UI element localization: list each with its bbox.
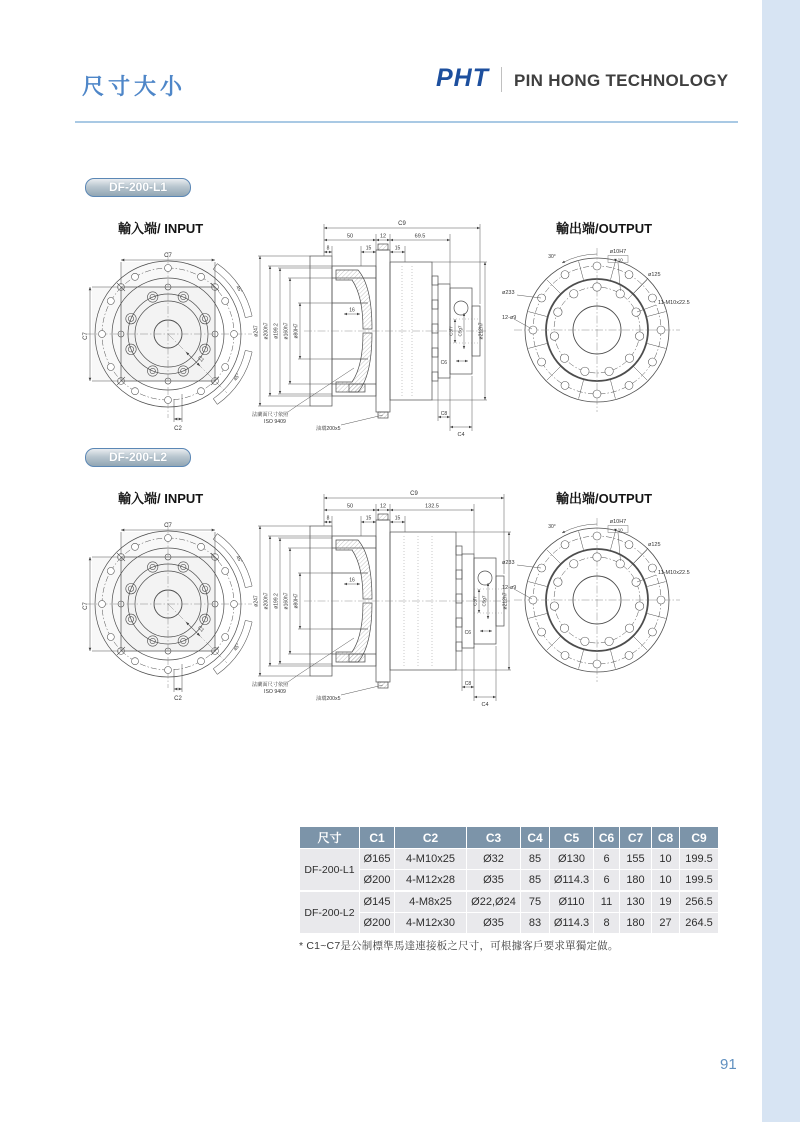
table-cell: 180 [620,869,652,890]
table-cell: 19 [652,890,680,912]
table-row [300,848,718,869]
input-flange-drawing-l1 [76,244,266,434]
dim-angle-30: 30° [548,524,556,530]
table-header-cell: C8 [652,827,680,848]
input-view-title-l2: 輸入端/ INPUT [118,491,204,506]
dim-dia247: ø247 [253,325,260,337]
dim-dia212: ø212h7 [478,322,485,340]
dim-c2: C2 [174,426,182,432]
table-cell: Ø145 [360,890,395,912]
table-cell: 256.5 [680,890,718,912]
table-cell: Ø35 [467,869,521,890]
dim-15a: 15 [365,515,372,522]
table-cell: Ø32 [467,848,521,869]
table-cell: Ø22,Ø24 [467,890,521,912]
logo-divider [501,67,502,92]
table-cell: 85 [521,848,550,869]
table-cell: 180 [620,912,652,933]
dim-dowel-depth: ▼10 [613,527,623,533]
table-cell: 6 [594,848,620,869]
table-cell: 75 [521,890,550,912]
output-flange-drawing-l1 [500,242,725,422]
dim-c1: C1 [196,354,206,364]
page-number: 91 [720,1056,737,1073]
dim-8: 8 [326,245,330,252]
dim-bolt-inner: 11-M10x22.5 [658,300,690,306]
model-badge-l1: DF-200-L1 [85,178,191,197]
dim-50: 50 [346,233,354,240]
table-cell: Ø200 [360,912,395,933]
output-view-title-l2: 輸出端/OUTPUT [556,491,653,506]
table-cell: Ø200 [360,869,395,890]
dim-c4: C4 [457,432,465,438]
dim-50: 50 [346,503,354,510]
dimension-table [300,827,718,933]
table-header-row [300,827,718,848]
table-row [300,912,718,933]
dimension-table-wrap [300,827,718,933]
dim-dia233: ø233 [502,290,515,296]
table-cell: Ø130 [550,848,594,869]
output-view-title-l1: 輸出端/OUTPUT [556,221,653,236]
dim-c8: C8 [464,681,472,687]
dim-dia247: ø247 [253,595,260,607]
output-flange-drawing-l2 [500,512,725,692]
table-cell: 8 [594,912,620,933]
dim-dia80: ø80H7 [293,323,300,339]
table-cell: 199.5 [680,869,718,890]
note-flange-line1: 法蘭面尺寸依照 [252,682,289,688]
dim-15b: 15 [394,515,401,522]
dim-dowel-hole: ø10H7 [609,519,627,525]
table-header-cell: C2 [395,827,467,848]
dim-angle-lower: 45° [232,642,242,653]
page-title: 尺寸大小 [82,74,187,99]
note-oil-ring: 油環200x5 [316,426,341,432]
dim-c5: C5g7 [457,325,463,337]
table-cell: 10 [652,869,680,890]
dim-c6: C6 [464,630,471,636]
dim-c9: C9 [398,221,406,227]
dim-8: 8 [326,515,330,522]
table-cell: Ø114.3 [550,912,594,933]
dim-c3: C3f7 [472,596,478,606]
dim-dia125: ø125 [648,272,661,278]
table-cell: 4-M8x25 [395,890,467,912]
dim-c5: C5g7 [481,595,487,607]
dim-c7-left: C7 [83,602,89,610]
table-cell: 83 [521,912,550,933]
header-rule [75,121,738,123]
dim-12: 12 [379,503,387,510]
table-footnote: * C1~C7是公制標準馬達連接板之尺寸，可根據客戶要求單獨定做。 [299,940,619,952]
table-header-cell: C4 [521,827,550,848]
dim-15a: 15 [365,245,372,252]
table-cell: 4-M12x30 [395,912,467,933]
dim-angle-lower: 45° [232,372,242,383]
dim-bolt-outer: 12-ø9 [502,315,517,321]
dim-12: 12 [379,233,387,240]
note-flange-line2: ISO 9409 [264,689,286,695]
page-edge-strip [762,0,800,1122]
dim-dia233: ø233 [502,560,515,566]
dim-c6: C6 [440,360,447,366]
cross-section-drawing-l1 [246,216,488,438]
dim-c4: C4 [481,702,489,708]
table-header-cell: C9 [680,827,718,848]
dim-bolt-inner: 11-M10x22.5 [658,570,690,576]
model-cell-l2: DF-200-L2 [300,890,360,933]
pht-logo: PHT [436,64,489,92]
leader-lines [514,524,656,599]
dim-dowel-hole: ø10H7 [609,249,627,255]
table-header-cell: C1 [360,827,395,848]
table-header-cell: C7 [620,827,652,848]
dim-dia212: ø212h7 [502,592,509,610]
table-cell: Ø114.3 [550,869,594,890]
dim-angle-upper: 45° [234,554,244,565]
table-cell: 10 [652,848,680,869]
table-header-cell: C6 [594,827,620,848]
table-cell: 85 [521,869,550,890]
table-cell: Ø165 [360,848,395,869]
table-cell: 11 [594,890,620,912]
dim-c9: C9 [410,491,418,497]
table-header-cell: C3 [467,827,521,848]
dim-dia80: ø80H7 [293,593,300,609]
dim-dia200: ø200h7 [263,322,270,340]
dim-angle-30: 30° [548,254,556,260]
note-flange-line2: ISO 9409 [264,419,286,425]
dim-c8: C8 [440,411,448,417]
dim-69_5: 69.5 [414,233,426,240]
note-flange-line1: 法蘭面尺寸依照 [252,412,289,418]
input-flange-drawing-l2 [76,514,266,704]
dim-dia199: ø199.2 [273,323,280,339]
dim-132_5: 132.5 [425,503,439,510]
dim-dia160: ø160h7 [283,322,290,340]
dim-dia200: ø200h7 [263,592,270,610]
model-cell-l1: DF-200-L1 [300,848,360,890]
leader-lines [514,254,656,329]
input-view-title-l1: 輸入端/ INPUT [118,221,204,236]
dim-bolt-outer: 12-ø9 [502,585,517,591]
table-cell: Ø110 [550,890,594,912]
dim-c7-top: C7 [164,523,172,529]
dim-15b: 15 [394,245,401,252]
table-cell: Ø35 [467,912,521,933]
dim-16: 16 [349,307,355,314]
table-cell: 155 [620,848,652,869]
dim-dia160: ø160h7 [283,592,290,610]
table-cell: 4-M10x25 [395,848,467,869]
table-cell: 130 [620,890,652,912]
dim-angle-upper: 45° [234,284,244,295]
dim-c2: C2 [174,696,182,702]
dim-dia199: ø199.2 [273,593,280,609]
table-cell: 6 [594,869,620,890]
dim-dowel-depth: ▼10 [613,257,623,263]
table-cell: 199.5 [680,848,718,869]
table-cell: 264.5 [680,912,718,933]
dim-c7-left: C7 [83,332,89,340]
dim-dia125: ø125 [648,542,661,548]
table-cell: 27 [652,912,680,933]
model-badge-l2: DF-200-L2 [85,448,191,467]
dim-c3: C3f7 [448,326,454,336]
cross-section-drawing-l2 [246,486,517,708]
table-row [300,890,718,912]
dim-16: 16 [349,577,355,584]
table-header-cell: 尺寸 [300,827,360,848]
table-header-cell: C5 [550,827,594,848]
dim-c1: C1 [196,624,206,634]
dim-c7-top: C7 [164,253,172,259]
note-oil-ring: 油環200x5 [316,696,341,702]
table-cell: 4-M12x28 [395,869,467,890]
table-row [300,869,718,890]
company-name: PIN HONG TECHNOLOGY [514,71,729,90]
